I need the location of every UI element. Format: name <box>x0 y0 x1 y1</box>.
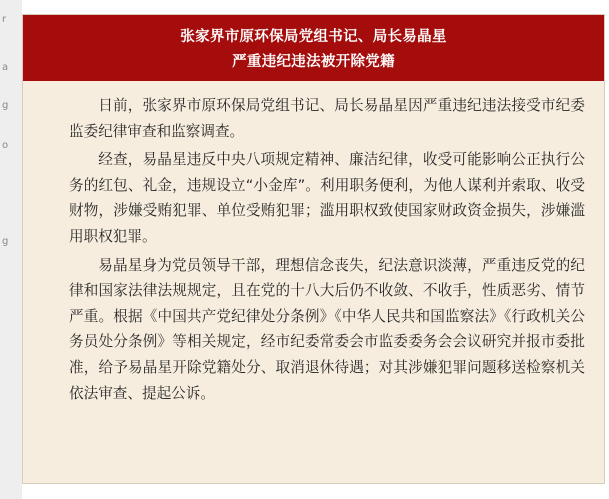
edge-fragment: o <box>2 140 9 151</box>
article-title-line-2: 严重违纪违法被开除党籍 <box>232 54 395 70</box>
article-body <box>69 93 585 409</box>
article-card <box>22 14 605 484</box>
left-page-edge <box>0 0 22 499</box>
article-paragraph: 日前，张家界市原环保局党组书记、局长易晶星因严重违纪违法接受市纪委监委纪律审查和监察调查。 <box>69 97 585 140</box>
edge-fragment: g <box>2 100 9 111</box>
article-header <box>23 15 604 81</box>
article-title-line-1: 张家界市原环保局党组书记、局长易晶星 <box>180 29 447 45</box>
edge-fragment: a <box>2 62 9 73</box>
article-paragraph: 经查，易晶星违反中央八项规定精神、廉洁纪律，收受可能影响公正执行公务的红包、礼金，违规设立“小金库”。利用职务便利，为他人谋利并索取、收受财物，涉嫌受贿犯罪、单位受贿犯罪；滥用职权致使国家财政资金损失，涉嫌滥用职权犯罪。 <box>69 151 585 245</box>
article-paragraph: 易晶星身为党员领导干部，理想信念丧失，纪法意识淡薄，严重违反党的纪律和国家法律法规规定，且在党的十八大后仍不收敛、不收手，性质恶劣、情节严重。根据《中国共产党纪律处分条例》《中华人民共和国监察法》《行政机关公务员处分条例》等相关规定，经市纪委常委会市监委委务会会议研究并报市委批准，给予易晶星开除党籍处分、取消退休待遇；对其涉嫌犯罪问题移送检察机关依法审查、提起公诉。 <box>69 256 585 402</box>
edge-fragment: r <box>2 14 7 25</box>
edge-fragment: g <box>2 236 9 247</box>
